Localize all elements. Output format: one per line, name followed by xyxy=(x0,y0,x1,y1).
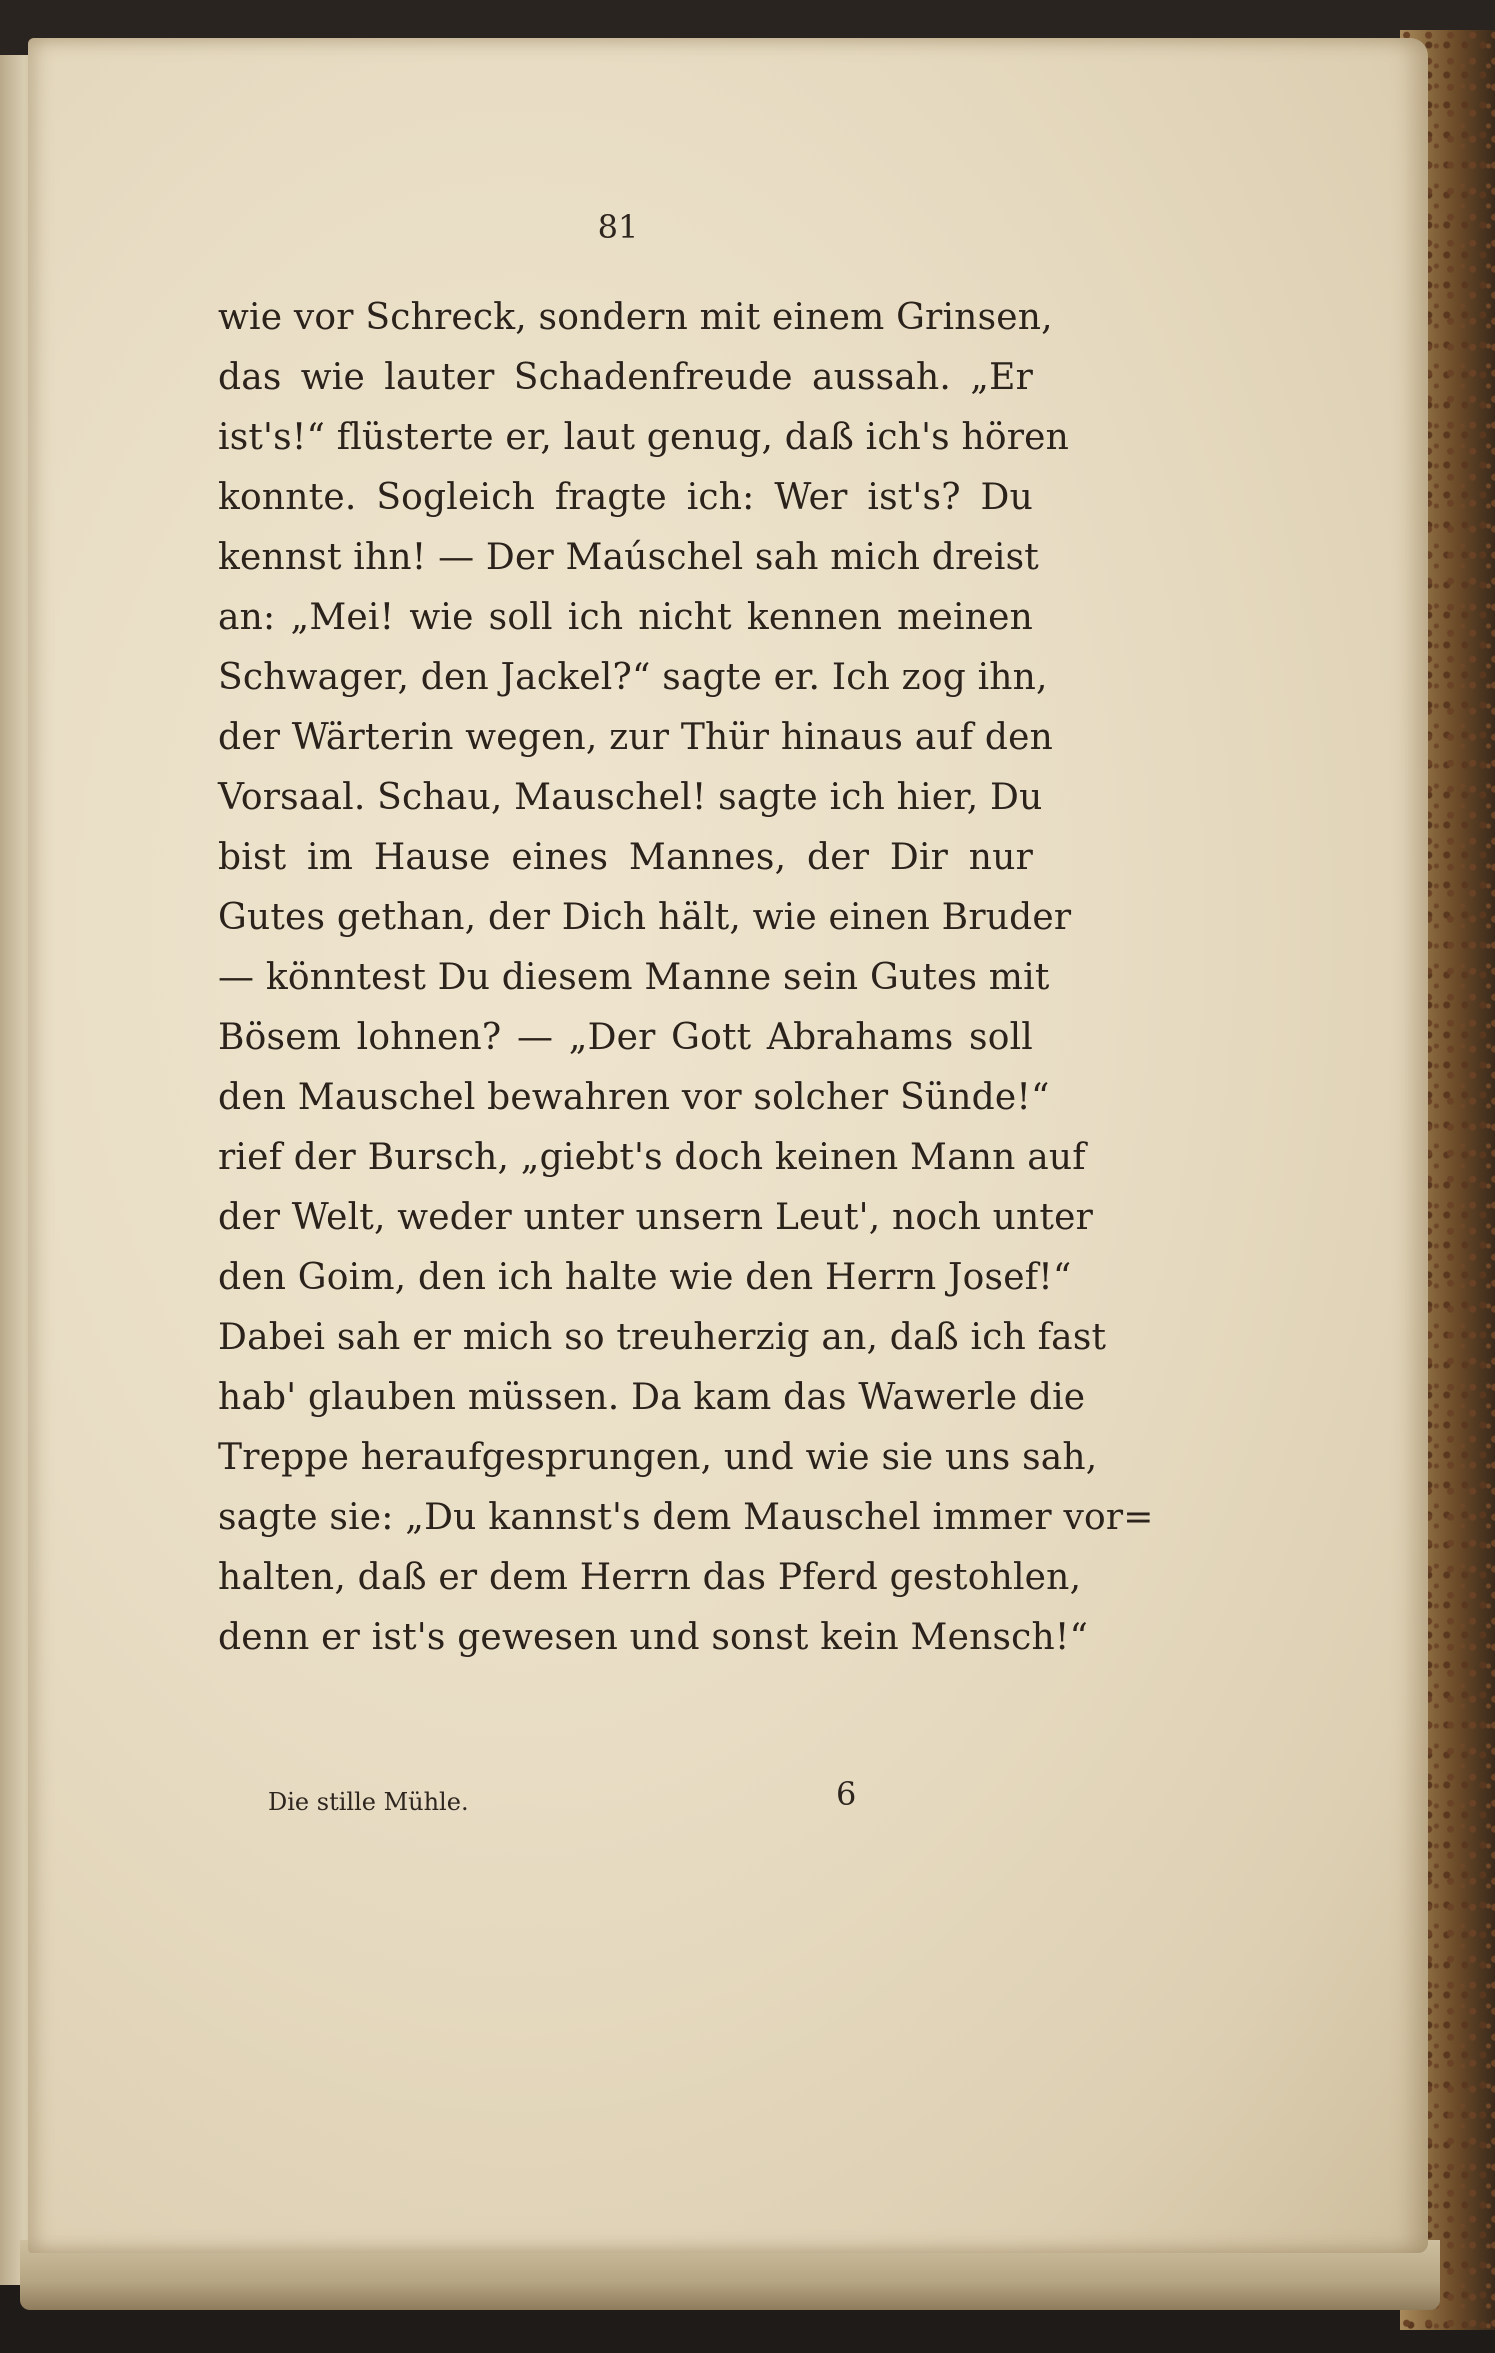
text-line: hab' glauben müssen. Da kam das Wawerle die xyxy=(218,1377,1086,1418)
text-line: Bösem lohnen? — „Der Gott Abrahams soll xyxy=(218,1017,1033,1058)
text-line: der Welt, weder unter unsern Leut', noch unter xyxy=(218,1197,1093,1238)
page-number: 81 xyxy=(597,208,639,246)
text-line: Dabei sah er mich so treuherzig an, daß ich fast xyxy=(218,1317,1107,1358)
signature-mark: 6 xyxy=(836,1775,857,1813)
text-line: denn er ist's gewesen und sonst kein Mensch!“ xyxy=(218,1617,1089,1658)
text-line: der Wärterin wegen, zur Thür hinaus auf den xyxy=(218,717,1054,758)
text-line: den Goim, den ich halte wie den Herrn Josef!“ xyxy=(218,1257,1072,1298)
footer-book-title: Die stille Mühle. xyxy=(268,1788,469,1816)
text-line: rief der Bursch, „giebt's doch keinen Mann auf xyxy=(218,1137,1086,1178)
text-line: Schwager, den Jackel?“ sagte er. Ich zog ihn, xyxy=(218,657,1048,698)
text-line: Treppe heraufgesprungen, und wie sie uns sah, xyxy=(218,1437,1098,1478)
text-line: an: „Mei! wie soll ich nicht kennen meinen xyxy=(218,597,1033,638)
text-line: konnte. Sogleich fragte ich: Wer ist's? Du xyxy=(218,477,1033,518)
text-line: bist im Hause eines Mannes, der Dir nur xyxy=(218,837,1033,878)
text-line: sagte sie: „Du kannst's dem Mauschel immer vor= xyxy=(218,1497,1154,1538)
text-line: ist's!“ flüsterte er, laut genug, daß ich's hören xyxy=(218,417,1070,458)
book-page xyxy=(28,38,1428,2253)
text-line: kennst ihn! — Der Maúschel sah mich dreist xyxy=(218,537,1039,578)
text-line: den Mauschel bewahren vor solcher Sünde!“ xyxy=(218,1077,1050,1118)
text-line: das wie lauter Schadenfreude aussah. „Er xyxy=(218,357,1033,398)
text-line: wie vor Schreck, sondern mit einem Grinsen, xyxy=(218,297,1053,338)
text-line: halten, daß er dem Herrn das Pferd gestohlen, xyxy=(218,1557,1082,1598)
text-line: Gutes gethan, der Dich hält, wie einen Bruder xyxy=(218,897,1072,938)
text-line: Vorsaal. Schau, Mauschel! sagte ich hier, Du xyxy=(218,777,1043,818)
text-line: — könntest Du diesem Manne sein Gutes mit xyxy=(218,957,1050,998)
